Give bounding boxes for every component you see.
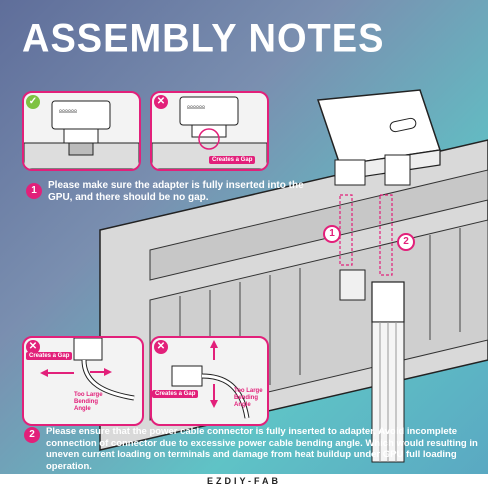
correct-insertion-illustration: [24, 93, 139, 169]
creates-gap-tag: Creates a Gap: [26, 352, 72, 360]
svg-text:888888: 888888: [59, 109, 78, 115]
note-1-number: 1: [26, 183, 42, 199]
x-icon: ✕: [154, 95, 168, 109]
note-1-text: Please make sure the adapter is fully inserted into the GPU, and there should be no gap.: [48, 180, 304, 203]
bend-down-illustration: [152, 338, 267, 424]
page-title: ASSEMBLY NOTES: [22, 16, 385, 62]
diagram-marker-2: 2: [397, 233, 415, 251]
diagram-marker-1: 1: [323, 225, 341, 243]
brand-footer: EZDIY-FAB: [0, 474, 488, 488]
check-icon: ✓: [26, 95, 40, 109]
bending-angle-label: Too Large Bending Angle: [234, 388, 263, 408]
svg-text:888888: 888888: [187, 105, 206, 111]
bending-angle-label: Too Large Bending Angle: [74, 392, 103, 412]
creates-gap-tag: Creates a Gap: [209, 156, 255, 164]
note-2-number: 2: [24, 427, 40, 443]
panel-bend-down: [150, 336, 269, 426]
creates-gap-tag: Creates a Gap: [152, 390, 198, 398]
x-icon: ✕: [26, 340, 40, 354]
note-2-text: Please ensure that the power cable connector is fully inserted to adapter, Avoid incomplete connection of connector due to excessive power cable bending angle. Which would resulting in uneven current loading on terminals and damage from heat buildup under GPU full loading operation.: [46, 426, 478, 472]
x-icon: ✕: [154, 340, 168, 354]
